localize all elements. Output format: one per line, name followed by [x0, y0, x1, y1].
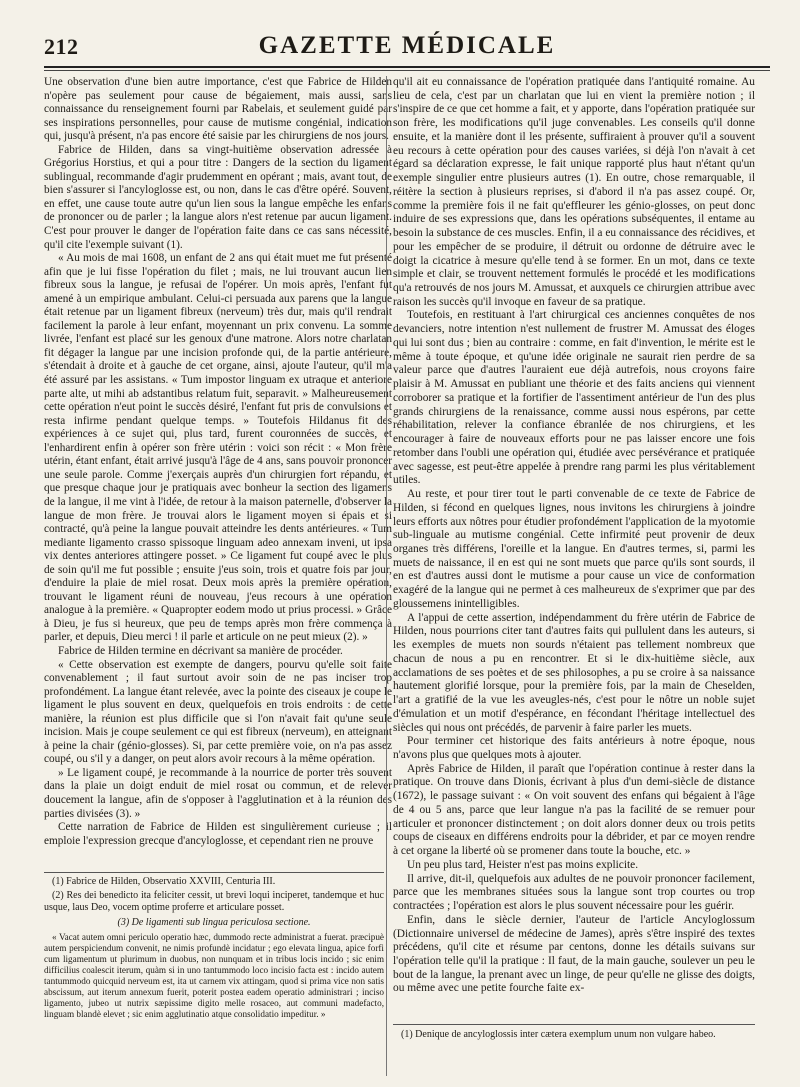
right-footnotes: [393, 1024, 755, 1043]
page-number: 212: [44, 34, 79, 59]
paragraph: Cette narration de Fabrice de Hilden est singulièrement curieuse ; il emploie l'expression grecque d'ancyloglosse, et cependant rien ne prouve: [44, 821, 392, 847]
left-column: [44, 76, 392, 848]
footnote-3-text: « Vacat autem omni periculo operatio hæc, dummodo recte administrat a fuerat. præcipuè autem perspiciendum convenit, ne nimis profundè incidatur ; ego elevata lingua, apice forfi cum ligamentum ut plurimum in duobus, non nunquam et in tribus locis incido ; sic enim difficilius coalescit iterum, quàm si in uno tantummodo loco incisio facta est : incido autem tantummodo quicquid nerveum est, ita ut carnem vix attingam, quod si prima vice non satis abscissum, aut iterum annexum fuerit, poterit postea eadem operatio administrari ; inciso ligamento, jubeo ut nutrix sæpissime digito melle rosaceo, aut communi madefacto, linguam blandè elevet ; sic enim agglutinatio atque consolidatio impeditur. »: [44, 932, 384, 1020]
paragraph: « Cette observation est exempte de dangers, pourvu qu'elle soit faite convenablement ; il faut surtout avoir soin de ne pas inciser trop profondément. La langue étant relevée, avec la pointe des ciseaux je coupe le ligament le plus souvent en deux, quelquefois en trois endroits : de cette manière, la réunion est plus difficile que si l'on n'avait fait qu'une seule incision. Mais je coupe seulement ce qui est fibreux (nerveum), en atteignant à peine la chair (génio-glosses). Si, par cette première voie, on n'a pas assez coupé, ou s'il y a danger, on peut alors avoir recours à la même opération.: [44, 658, 392, 766]
paragraph: Enfin, dans le siècle dernier, l'auteur de l'article Ancyloglossum (Dictionnaire universel de médecine de James), après s'être inspiré des textes précédens, qu'il cite et résume par centons, donne les détails suivans sur l'opération telle qu'il la pratique : Il faut, de la main gauche, soulever un peu le bout de la langue, la prenant avec un linge, de peur qu'elle ne glisse des doigts, ou même avec une petite fourche faite ex-: [393, 913, 755, 995]
column-divider: [386, 76, 387, 1076]
paragraph: Pour terminer cet historique des faits antérieurs à notre époque, nous n'avons plus que quelques mots à ajouter.: [393, 735, 755, 761]
footnote-3-heading: (3) De ligamenti sub lingua periculosa sectione.: [117, 917, 311, 928]
paragraph: Une observation d'une bien autre importance, c'est que Fabrice de Hilden n'opère pas seulement pour cause de bégaiement, mais aussi, sans connaissance du renseignement fourni par Rabelais, et seulement guidé par ses inspirations personnelles, pour cause de mutisme congénial, indication qui, jusqu'à présent, n'a pas encore été saisie par les chirurgiens de nos jours.: [44, 76, 392, 143]
paragraph: Au reste, et pour tirer tout le parti convenable de ce texte de Fabrice de Hilden, si fécond en quelques lignes, nous invitons les chirurgiens à joindre leurs efforts aux nôtres pour étudier profondément l'application de la myotomie sub-linguale au mutisme congénial. Cette infirmité peut provenir de deux organes très différens, l'oreille et la langue. En d'autres termes, si, parmi les muets de naissance, il en est qui ne sont muets que parce qu'ils sont sourds, il en est d'autres aussi dont le mutisme a pour cause un vice de conformation exagéré de la langue qui ne permet à ces malheureux de s'exprimer que par des gloussemens inintelligibles.: [393, 488, 755, 610]
paragraph: qu'il ait eu connaissance de l'opération pratiquée dans l'antiquité romaine. Au lieu de cela, c'est par un charlatan que lui en vient la première notion ; il s'inspire de ce que cet homme a fait, et y apporte, dans l'opération pratiquée sur son frère, les modifications qu'il juge convenables. Les conseils qu'il donne ensuite, et la manière dont il les présente, suffiraient à prouver qu'il a souvent eu recours à cette opération pour des causes variées, si déjà l'on n'avait à cet égard sa déclaration expresse, le fait unique rapporté plus haut n'étant qu'un exemple singulier entre plusieurs autres (1). En outre, chose remarquable, il réitère la section à plusieurs reprises, si d'abord il n'a pas assez coupé. Or, comme la première fois il ne fait qu'effleurer les génio-glosses, on peut donc induire de ses expressions que, dans les opérations subséquentes, il entame au besoin la substance de ces muscles. Enfin, il a eu connaissance des récidives, et pour les empêcher de se produire, il détruit ou ordonne de détruire avec le doigt la cicatrice à mesure qu'elle tend à se former. En un mot, dans ce texte simple et clair, se trouvent nettement formulés le procédé et les modifications qu'a retrouvés de nos jours M. Amussat, et auxquels ce chirurgien attribue avec raison les succès qu'il invoque en faveur de sa pratique.: [393, 76, 755, 308]
paragraph: A l'appui de cette assertion, indépendamment du frère utérin de Fabrice de Hilden, nous pourrions citer tant d'autres faits qui pullulent dans les auteurs, si les exemples de muets non sourds n'étaient pas tellement nombreux que chacun de nous a pu en rencontrer. Et si le dix-huitième siècle, aux acclamations de ses poètes et de ses philosophes, a pu se croire à sa naissance hautement glorifié lorsque, pour la première fois, par la main de Cheselden, l'art a gratifié de la vue les aveugles-nés, c'est pour le nôtre un noble sujet d'émulation et un motif d'espérance, en fécondant l'héritage intellectuel des siècles qui nous ont précédés, de parvenir à faire parler les muets.: [393, 611, 755, 734]
paragraph: » Le ligament coupé, je recommande à la nourrice de porter très souvent dans la plaie un doigt enduit de miel rosat ou commun, et de relever doucement la langue, afin de s'opposer à l'agglutination et à la réunion des parties divisées (3). »: [44, 766, 392, 820]
paragraph: Il arrive, dit-il, quelquefois aux adultes de ne pouvoir prononcer facilement, parce que les membranes situées sous la langue sont trop courtes ou trop contractées ; l'opération est alors le plus souvent nécessaire pour les guérir.: [393, 872, 755, 913]
footnote-rule: [393, 1024, 755, 1025]
page-header: [44, 30, 770, 68]
paragraph: Après Fabrice de Hilden, il paraît que l'opération continue à rester dans la pratique. On trouve dans Dionis, écrivant à plus d'un demi-siècle de distance (1672), le passage suivant : « On voit souvent des enfans qui bégaient à l'âge de 4 ou 5 ans, parce que leur langue n'a pas la facilité de se remuer pour articuler et prononcer distinctement ; on doit alors donner deux ou trois petits coups de ciseaux en différens endroits pour la débrider, et par ce moyen rendre à cet organe la liberté où se promener dans toute la bouche, etc. »: [393, 762, 755, 858]
paragraph: Fabrice de Hilden, dans sa vingt-huitième observation adressée à Grégorius Horstius, et qui a pour titre : Dangers de la section du ligament sublingual, recommande d'agir prudemment en opérant ; mais, avant tout, de bien s'assurer si l'ancyloglosse est, ou non, dans le cas d'être opéré. Souvent, en effet, une cause toute autre qu'un lien sous la langue empêche les enfans de prononcer ou de parler ; la langue alors n'est retenue par aucun ligament. C'est pour prouver le danger de l'opération faite dans ce cas sans nécessité, qu'il cite l'exemple suivant (1).: [44, 143, 392, 251]
paragraph: « Au mois de mai 1608, un enfant de 2 ans qui était muet me fut présenté afin que je lui fisse l'opération du filet ; mais, ne lui trouvant aucun lien fibreux sous la langue, je refusai de l'opérer. Un mois après, l'enfant fut amené à un empirique ambulant. Celui-ci persuada aux parens que la langue était retenue par un ligament fibreux (nerveum) très dur, mais qu'il rendrait facilement la parole à leur enfant, moyennant un prix convenu. La somme livrée, l'enfant est placé sur les genoux d'une matrone. Alors notre charlatan fit dégager la langue par une incision profonde qui, de la partie antérieure, s'étendait à droite et à gauche de cet organe, ainsi, ajoute l'auteur, qu'il m'a été assuré par les assistans. « Tum impostor linguam ex utraque et anteriore parte alte, ut mihi ab adstantibus relatum fuit, separavit. » Malheureusement cette opération n'eut point le succès désiré, l'enfant fut pris de convulsions et resta infirme pendant quelque temps. » Toutefois Hildanus fit des expériences à ce sujet qui, plus tard, furent couronnées de succès, et l'enhardirent enfin à opérer son frère utérin : voici son récit : « Mon frère utérin, étant enfant, était arrivé jusqu'à l'âge de 4 ans, sans pouvoir prononcer une seule parole. Comme j'exerçais auprès d'un chirurgien fort répandu, et que presque chaque jour je pratiquais avec bonheur la section des ligamens de la langue, il me vint à l'idée, de retour à la maison paternelle, d'observer la langue de mon frère. Je trouvai alors le ligament moyen si épais et si contracté, qu'à peine la langue pouvait atteindre les dents antérieures. « Tum mediante ligamento crasso spissoque linguam adeo annexam inveni, ut ipsa vix dentes anteriores attingere posset. » Ce ligament fut coupé avec le plus de soin qu'il me fut possible ; ensuite j'eus soin, trois et quatre fois par jour, d'enduire la plaie de miel rosat. Deux mois après la première opération, trouvant le ligament réuni de nouveau, j'eus recours à une opération analogue à la première. « Quapropter eodem modo ut prius processi. » Grâce à Dieu, je fus si heureux, que peu de temps après mon frère commença à parler, et depuis, Dieu merci ! il parle et articule on ne peut mieux (2). »: [44, 252, 392, 644]
paragraph: Un peu plus tard, Heister n'est pas moins explicite.: [407, 858, 639, 871]
paragraph: Fabrice de Hilden termine en décrivant sa manière de procéder.: [58, 644, 343, 657]
journal-title: GAZETTE MÉDICALE: [258, 32, 556, 59]
footnote-1: (1) Fabrice de Hilden, Observatio XXVIII, Centuria III.: [52, 876, 276, 887]
footnote-2: (2) Res dei benedicto ita feliciter cessit, ut brevi loqui inciperet, tandemque et huc usque, laus Deo, vocem optime proferre et articulare posset.: [44, 890, 384, 913]
left-footnotes: [44, 872, 384, 1020]
footnote-1: (1) Denique de ancyloglossis inter cætera exemplum unum non vulgare habeo.: [401, 1029, 716, 1040]
paragraph: Toutefois, en restituant à l'art chirurgical ces anciennes conquêtes de nos devanciers, notre intention n'est nullement de frustrer M. Amussat des éloges qui lui sont dus ; bien au contraire : comme, en fait d'invention, le mérite est le même à toute époque, et qu'une idée originale ne saurait rien perdre de sa valeur parce que d'autres l'auraient eue déjà autrefois, nous croyons faire plaisir à M. Amussat en publiant une théorie et des faits anciens qui viennent corroborer sa pratique et la fortifier de l'assentiment antérieur de l'un des plus grands chirurgiens de la renaissance, comme aussi nous espérons, par cette réhabilitation, relever la confiance ébranlée de nos chirurgiens, et les encourager à faire de nouveaux efforts pour ne pas laisser encore une fois retomber dans l'oubli une opération qui, étudiée avec persévérance et pratiquée avec sagesse, est peut-être appelée à prendre rang parmi les plus véritablement utiles.: [393, 309, 755, 487]
right-column: [393, 76, 755, 996]
header-rule: [44, 70, 770, 71]
footnote-rule: [44, 872, 384, 873]
